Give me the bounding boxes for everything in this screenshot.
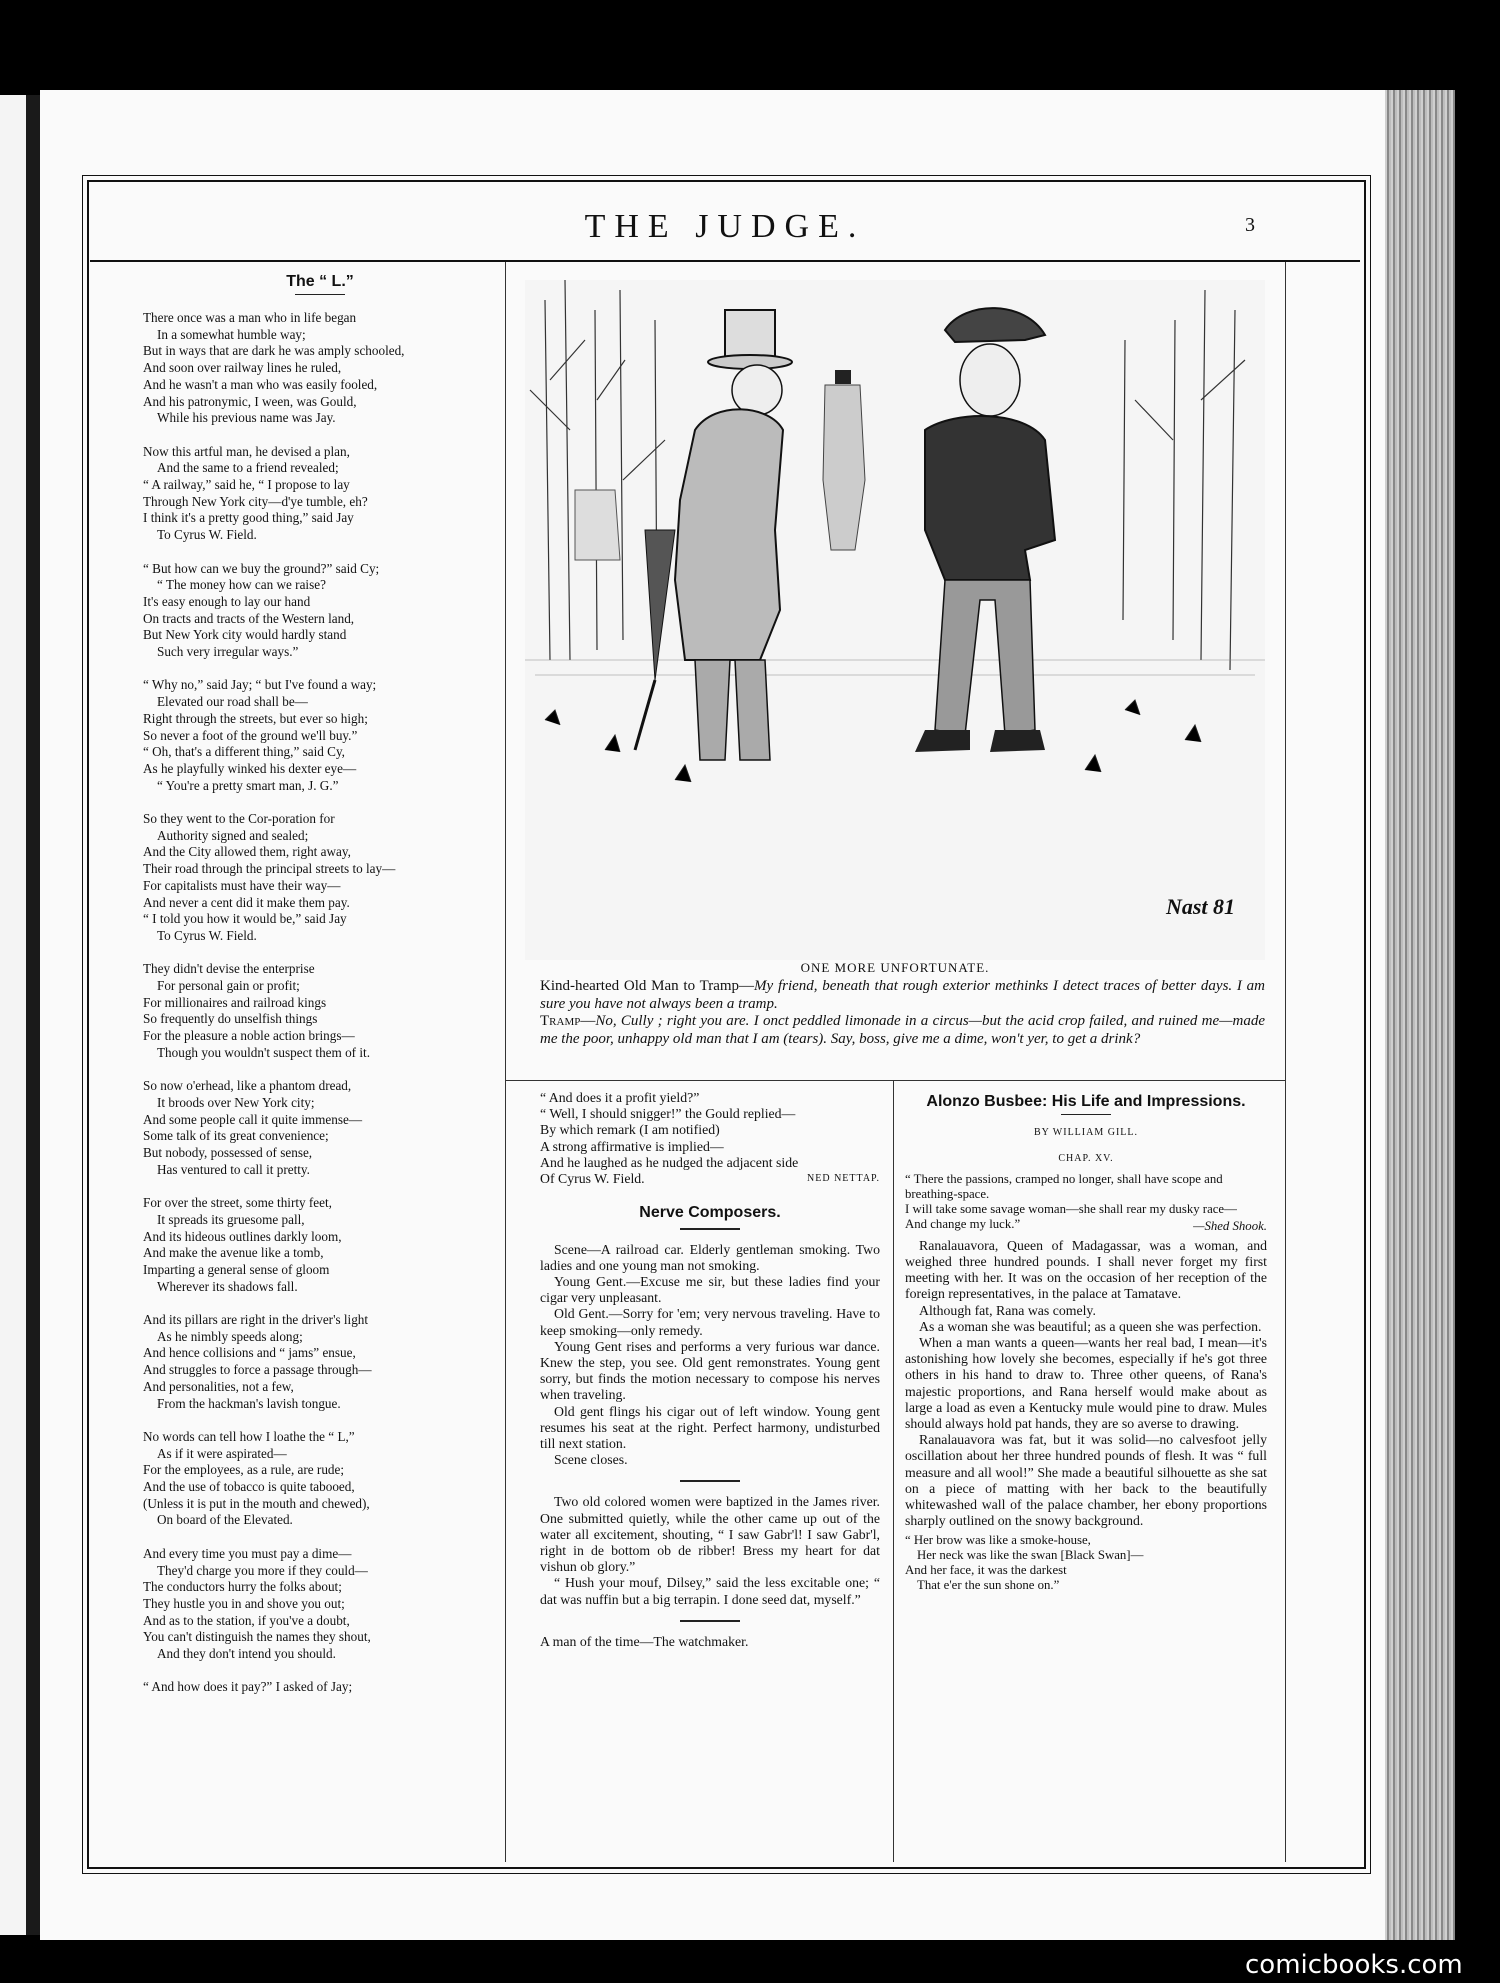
poem-line: “ A railway,” said he, “ I propose to lay [143,477,350,493]
epigraph-attribution: —Shed Shook. [1193,1218,1267,1233]
nerve-composers-title: Nerve Composers. [639,1204,781,1222]
poem-line: Wherever its shadows fall. [157,1278,298,1294]
poem-line: And his patronymic, I ween, was Gould, [143,393,357,409]
nerve-paragraph: Old Gent.—Sorry for 'em; very nervous traveling. Have to keep smoking—only remedy. [540,1306,880,1338]
nerve-paragraph: Young Gent.—Excuse me sir, but these ladies find your cigar very unpleasant. [540,1274,880,1306]
poem-title-text: The “ L.” [286,273,354,290]
poem-line: For capitalists must have their way— [143,877,341,893]
poem-line: For the employees, as a rule, are rude; [143,1462,345,1478]
poem-line: So frequently do unselfish things [143,1011,318,1027]
book-edge [1385,90,1455,1940]
caption-1-lead: Kind-hearted Old Man to Tramp— [540,978,755,994]
poem-stanza [143,677,508,794]
alonzo-paragraph: Although fat, Rana was comely. [919,1302,1096,1318]
poem-line: “ Oh, that's a different thing,” said Cy, [143,744,345,760]
poem-line: They'd charge you more if they could— [157,1562,368,1578]
alonzo-title: Alonzo Busbee: His Life and Impressions. [926,1093,1246,1110]
poem-line: Such very irregular ways.” [157,644,299,660]
poem-line: You can't distinguish the names they shout, [143,1629,371,1645]
section-divider [680,1480,740,1482]
poem-line: So never a foot of the ground we'll buy.” [143,727,358,743]
tramp-figure [915,308,1055,752]
poem-line: And the City allowed them, right away, [143,844,351,860]
poem-line: So they went to the Cor-poration for [143,811,335,827]
poem-line: There once was a man who in life began [143,310,357,325]
verse-line: That e'er the sun shone on.” [917,1578,1060,1593]
poem-stanza [143,961,508,1061]
section-divider-2 [680,1620,740,1622]
caption-line-2 [540,1013,1265,1048]
page-number: 3 [1245,214,1255,236]
poem-stanza [143,1078,508,1178]
poem-line: No words can tell how I loathe the “ L,” [143,1428,355,1444]
poem-line: They hustle you in and shove you out; [143,1595,345,1611]
poem-line: A strong affirmative is implied— [540,1138,724,1154]
poem-line: “ And does it a profit yield?” [540,1090,700,1105]
poem-line: And make the avenue like a tomb, [143,1245,324,1261]
watermark: comicbooks.com [1245,1950,1463,1980]
poem-line: While his previous name was Jay. [157,410,336,426]
poem-line: Elevated our road shall be— [157,694,308,710]
poem-line: For personal gain or profit; [157,978,300,994]
poem-line: Has ventured to call it pretty. [157,1161,310,1177]
left-page-edge [0,95,26,1935]
poem-line: By which remark (I am notified) [540,1122,720,1138]
poem-line: “ Well, I should snigger!” the Gould replied— [540,1106,796,1122]
poem-line: And as to the station, if you've a doubt, [143,1612,350,1628]
baptism-paragraph: Two old colored women were baptized in the James river. One submitted quietly, while the other came up out of the water all excitement, shouting, “ I saw Gabr'l! I saw Gabr'l, right in de bottom ob de ribber! Bress my heart for dat vishun ob glory.” [540,1494,880,1575]
alonzo-paragraph: Ranalauavora was fat, but it was solid—no calvesfoot jelly oscillation about her three hundred pounds of flesh. It was “ full measure and all wool!” She made a beautiful silhouette as she sat on a piece of matting with her back to the beautifully whitewashed wall of the palace chamber, her ebony proportions sharply outlined on the snowy background. [905,1432,1267,1529]
poem-line: From the hackman's lavish tongue. [157,1395,341,1411]
nerve-title-rule [680,1228,740,1230]
baptism-anecdote [540,1494,880,1607]
cartoon-drawing [525,280,1265,960]
caption-1-speech: My friend, beneath that rough exterior methinks I detect traces of better days. I am sure you have not always been a tramp. [540,978,1266,1012]
poem-line: (Unless it is put in the mouth and chewed), [143,1495,370,1511]
poem-line: Through New York city—d'ye tumble, eh? [143,493,368,509]
poem-line: Some talk of its great convenience; [143,1128,329,1144]
alonzo-byline: BY WILLIAM GILL. [1033,1127,1139,1139]
poem-line: Now this artful man, he devised a plan, [143,443,350,459]
poem-line: Authority signed and sealed; [157,827,309,843]
caption-rule [505,1080,1285,1081]
poem-line: As he nimbly speeds along; [157,1328,303,1344]
poem-line: But New York city would hardly stand [143,627,347,643]
poem-line: And soon over railway lines he ruled, [143,360,342,376]
poem-line: And some people call it quite immense— [143,1111,363,1127]
poem-stanza [143,1546,508,1663]
poem-line: On tracts and tracts of the Western land, [143,610,355,626]
epigraph-line: And change my luck.” [905,1216,1021,1231]
poem-line: Imparting a general sense of gloom [143,1261,330,1277]
poem-line: The conductors hurry the folks about; [143,1579,342,1595]
poem-line: And every time you must pay a dime— [143,1545,352,1561]
poem-stanza [143,444,508,544]
poem-stanza [143,310,508,427]
verse-line: And her face, it was the darkest [905,1563,1067,1578]
poem-line: Their road through the principal streets to lay— [143,861,396,877]
masthead-title: THE JUDGE. [584,208,866,245]
right-column [905,1090,1267,1599]
poem-line: It broods over New York city; [157,1094,315,1110]
nerve-paragraph: Scene—A railroad car. Elderly gentleman smoking. Two ladies and one young man not smoking. [540,1241,880,1273]
watchmaker-quip: A man of the time—The watchmaker. [540,1633,749,1649]
poem-title [140,273,500,295]
poem-line: And never a cent did it make them pay. [143,894,350,910]
alonzo-title-rule [1061,1114,1111,1115]
poem-line: “ I told you how it would be,” said Jay [143,911,347,927]
poem-line: They didn't devise the enterprise [143,961,315,977]
poem-line: I think it's a pretty good thing,” said Jay [143,510,354,526]
poem-line: “ The money how can we raise? [157,577,326,593]
header-rule [90,260,1360,262]
poem-line: “ But how can we buy the ground?” said Cy; [143,560,380,576]
caption-2-speech: No, Cully ; right you are. I onct peddled limonade in a circus—but the acid crop failed, and ruined me—made me the poor, unhappy old man that I am (tears). Say, boss, give me a dime, won't yer, to get a drink? [540,1013,1265,1047]
poem-line: For millionaires and railroad kings [143,994,327,1010]
alonzo-paragraph: As a woman she was beautiful; as a queen she was perfection. [919,1318,1262,1334]
alonzo-paragraph: Ranalauavora, Queen of Madagassar, was a woman, and weighed three hundred pounds. I shall never forget my first meeting with her. It was on the occasion of her reception of the foreign representatives, in the palace at Tamatave. [905,1237,1267,1302]
cartoon-caption [540,978,1265,1048]
poem-line: Right through the streets, but ever so high; [143,710,368,726]
column-rule-outer [1285,262,1286,1862]
caption-line-1 [540,978,1265,1013]
alonzo-body [905,1238,1267,1530]
poem-line: As if it were aspirated— [157,1445,287,1461]
poem-line: And he wasn't a man who was easily fooled, [143,376,378,392]
poem-line: Though you wouldn't suspect them of it. [157,1044,370,1060]
poem-line: And its hideous outlines darkly loom, [143,1228,342,1244]
poem-line: In a somewhat humble way; [157,326,306,342]
distant-hat [835,370,851,384]
poem-line: And personalities, not a few, [143,1378,294,1394]
nerve-paragraph: Young Gent rises and performs a very furious war dance. Knew the step, you see. Old gent remonstrates. Young gent sorry, but finds the motion necessary to compose his nerves when traveling. [540,1338,880,1403]
poem-line: To Cyrus W. Field. [157,527,257,543]
poem-line: And struggles to force a passage through— [143,1362,372,1378]
alonzo-paragraph: When a man wants a queen—wants her real bad, I mean—it's astonishing how lovely she becomes, especially if he's got three others in his hand to draw to. Three other queens, of Rana's majestic proportions, and Rana herself would make about as large a load as even a Kentucky mule would pine to draw. Mules should always hold pat hands, they are so averse to drawing. [905,1335,1267,1432]
poem-body [143,310,508,1713]
cartoon-title: ONE MORE UNFORTUNATE. [800,960,990,975]
poem-line: And he laughed as he nudged the adjacent side [540,1154,799,1170]
poem-title-rule [295,294,345,295]
poem-line: But in ways that are dark he was amply schooled, [143,343,405,359]
epigraph-line: “ There the passions, cramped no longer, shall have scope and breathing-space. [905,1171,1223,1201]
nerve-paragraph: Scene closes. [554,1452,628,1468]
old-man-figure [635,310,792,760]
poem-line: For the pleasure a noble action brings— [143,1028,355,1044]
poem-stanza [143,1312,508,1412]
cartoon-illustration [525,280,1265,960]
page-binding [26,95,40,1935]
poem-line: For over the street, some thirty feet, [143,1195,332,1211]
poem-line: And the same to a friend revealed; [157,460,339,476]
poem-line: And the use of tobacco is quite tabooed, [143,1479,355,1495]
poem-line: So now o'erhead, like a phantom dread, [143,1078,352,1094]
column-rule-right [893,1080,894,1862]
poem-stanza [143,811,508,945]
poem-line: And its pillars are right in the driver's light [143,1312,369,1328]
nerve-composers-body [540,1242,880,1469]
poem-line: It spreads its gruesome pall, [157,1211,305,1227]
poem-line: “ Why no,” said Jay; “ but I've found a way; [143,677,377,693]
poem-line: To Cyrus W. Field. [157,927,257,943]
alonzo-chapter: CHAP. XV. [1058,1153,1114,1165]
middle-column [540,1090,880,1650]
poem-line: “ And how does it pay?” I asked of Jay; [143,1679,353,1695]
poem-signature: NED NETTAP. [807,1173,880,1185]
poem-line: But nobody, possessed of sense, [143,1145,313,1161]
poem-line: On board of the Elevated. [157,1512,293,1528]
poem-line: “ You're a pretty smart man, J. G.” [157,777,339,793]
nerve-paragraph: Old gent flings his cigar out of left window. Young gent resumes his seat at the right. Perfect harmony, undisturbed till next station. [540,1403,880,1452]
poem-line: It's easy enough to lay our hand [143,593,311,609]
alonzo-verse [905,1533,1267,1593]
poem-stanza [143,561,508,661]
poem-stanza [143,1679,508,1696]
poem-line: Of Cyrus W. Field. [540,1171,645,1187]
poem-line: And hence collisions and “ jams” ensue, [143,1345,356,1361]
poem-line: And they don't intend you should. [157,1646,336,1662]
artist-signature: Nast 81 [1165,894,1235,919]
caption-2-lead: Tramp— [540,1013,596,1029]
poem-stanza [143,1195,508,1295]
epigraph-line: I will take some savage woman—she shall rear my dusky race— [905,1201,1237,1216]
poem-stanza [143,1429,508,1529]
baptism-paragraph: “ Hush your mouf, Dilsey,” said the less excitable one; “ dat was nuffin but a big terrapin. I done seed dat, myself.” [540,1575,880,1607]
poem-line: As he playfully winked his dexter eye— [143,760,357,776]
verse-line: “ Her brow was like a smoke-house, [905,1533,1091,1548]
verse-line: Her neck was like the swan [Black Swan]— [917,1548,1144,1563]
